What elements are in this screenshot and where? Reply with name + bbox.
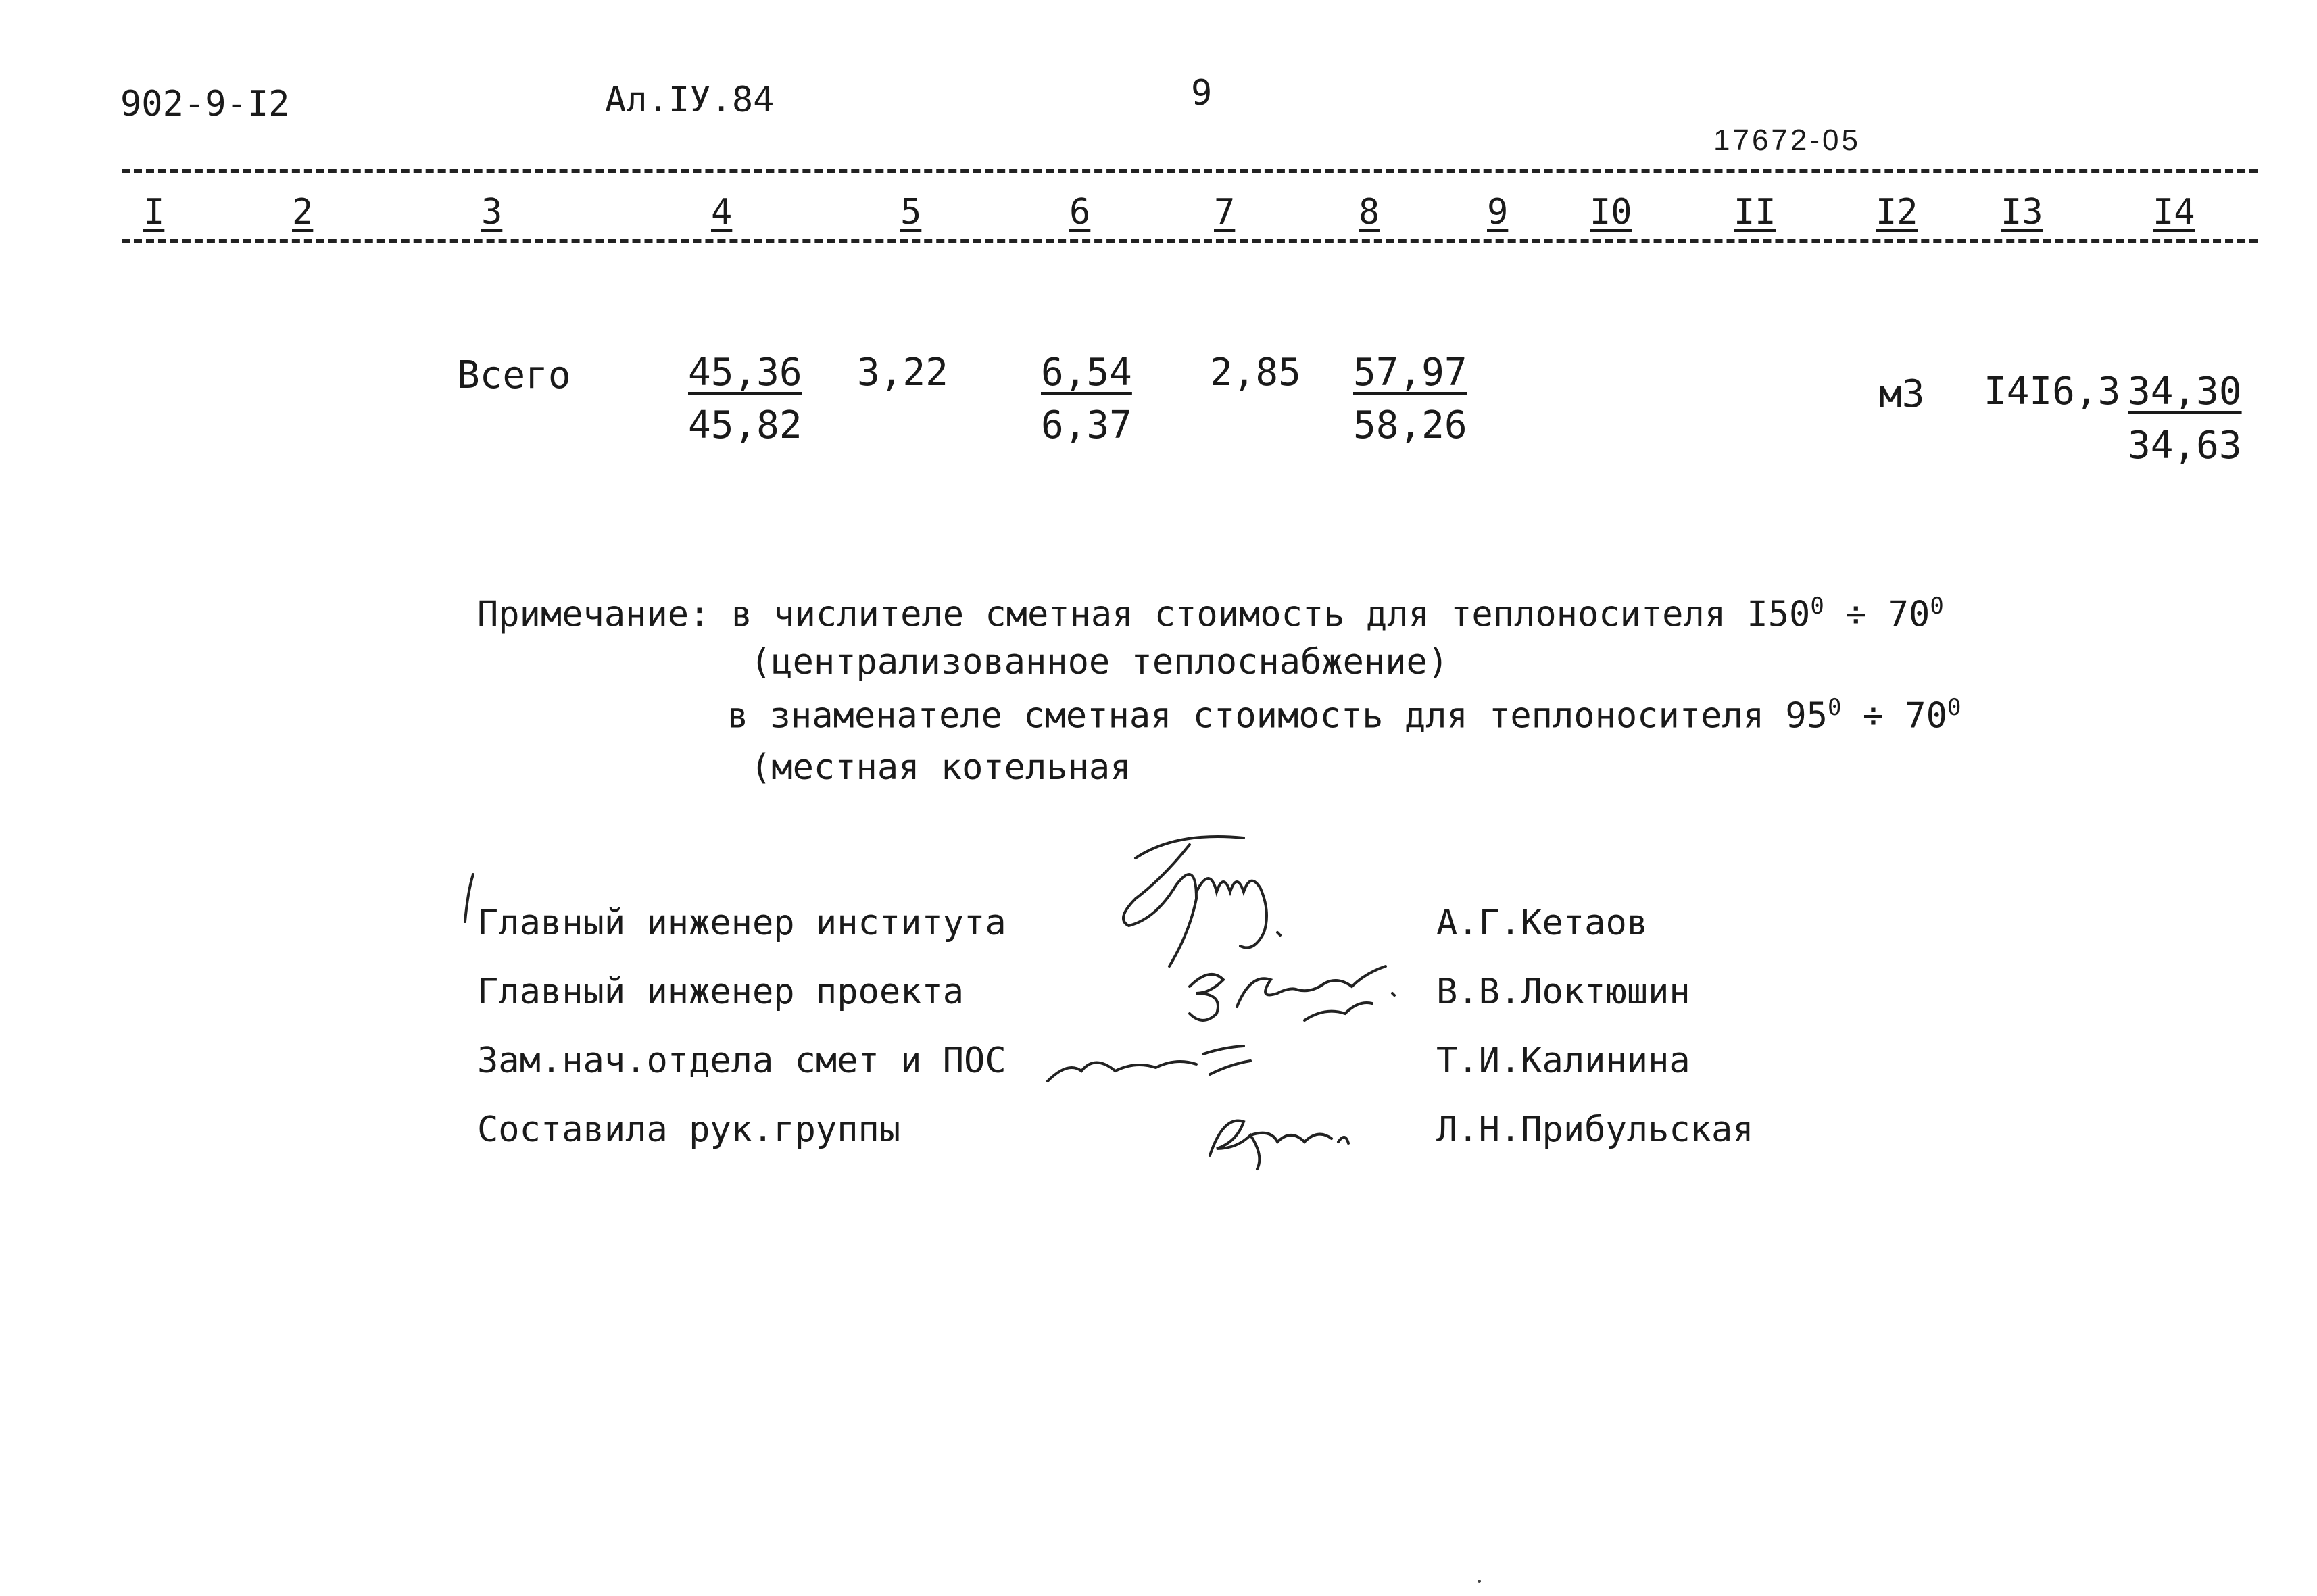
note-line-1-text: Примечание: в числителе сметная стоимость для теплоносителя I50 (477, 594, 1811, 635)
col4-numerator: 45,36 (688, 351, 802, 395)
col7-value: 2,85 (1210, 351, 1301, 395)
album-number: Ал.IУ.84 (605, 80, 775, 120)
column-number: I2 (1876, 192, 1918, 232)
col4-denominator: 45,82 (688, 403, 802, 447)
col6-numerator: 6,54 (1041, 351, 1132, 395)
signatory-position: Главный инженер института (477, 903, 1006, 943)
signatory-position: Составила рук.группы (477, 1109, 901, 1150)
scan-speck (1478, 1580, 1481, 1583)
note-line-3-text: в знаменателе сметная стоимость для теплоносителя 95 (727, 695, 1828, 737)
col14-numerator: 34,30 (2128, 370, 2242, 414)
note-line-3 (727, 694, 1961, 737)
table-bottom-rule (122, 239, 2258, 243)
degree-superscript: 0 (1947, 694, 1961, 721)
signatory-name: А.Г.Кетаов (1436, 903, 1649, 943)
page-number: 9 (1191, 73, 1213, 114)
signatory-name: Т.И.Калинина (1436, 1041, 1690, 1081)
document-code: 902-9-I2 (120, 84, 290, 124)
col8-denominator: 58,26 (1353, 403, 1467, 447)
col13-value: I4I6,3 (1984, 370, 2121, 414)
column-number: 4 (711, 192, 733, 232)
column-number: 9 (1487, 192, 1509, 232)
note-line-2: (централизованное теплоснабжение) (750, 642, 1449, 682)
table-top-rule (122, 169, 2258, 173)
column-number: 3 (481, 192, 503, 232)
column-number: 8 (1359, 192, 1380, 232)
note-line-3-range: ÷ 70 (1841, 695, 1947, 737)
unit-label: м3 (1879, 372, 1925, 416)
col5-value: 3,22 (857, 351, 948, 395)
column-number: I3 (2001, 192, 2043, 232)
column-number: I (143, 192, 165, 232)
signatory-position: Зам.нач.отдела смет и ПОС (477, 1041, 1006, 1081)
column-number: 6 (1069, 192, 1091, 232)
archive-number: 17672-05 (1713, 124, 1861, 157)
column-number: 5 (900, 192, 922, 232)
signature-chief-engineer-project (1176, 953, 1406, 1034)
note-line-1 (477, 593, 1944, 635)
col6-denominator: 6,37 (1041, 403, 1132, 447)
signatory-position: Главный инженер проекта (477, 972, 965, 1012)
note-line-4: (местная котельная (750, 747, 1131, 788)
degree-superscript: 0 (1810, 593, 1824, 620)
column-number: 2 (292, 192, 314, 232)
signature-deputy-head (1041, 1034, 1271, 1095)
col14-denominator: 34,63 (2128, 424, 2242, 468)
column-number: 7 (1214, 192, 1236, 232)
signature-group-leader (1196, 1095, 1359, 1176)
col8-numerator: 57,97 (1353, 351, 1467, 395)
signatory-name: Л.Н.Прибульская (1436, 1109, 1754, 1150)
total-label: Всего (457, 353, 571, 397)
degree-superscript: 0 (1930, 593, 1944, 620)
column-number: II (1734, 192, 1776, 232)
degree-superscript: 0 (1827, 694, 1842, 721)
column-number: I0 (1590, 192, 1632, 232)
column-number: I4 (2153, 192, 2195, 232)
note-line-1-range: ÷ 70 (1824, 594, 1930, 635)
handwritten-tick-mark (460, 872, 480, 926)
signatory-name: В.В.Локтюшин (1436, 972, 1690, 1012)
